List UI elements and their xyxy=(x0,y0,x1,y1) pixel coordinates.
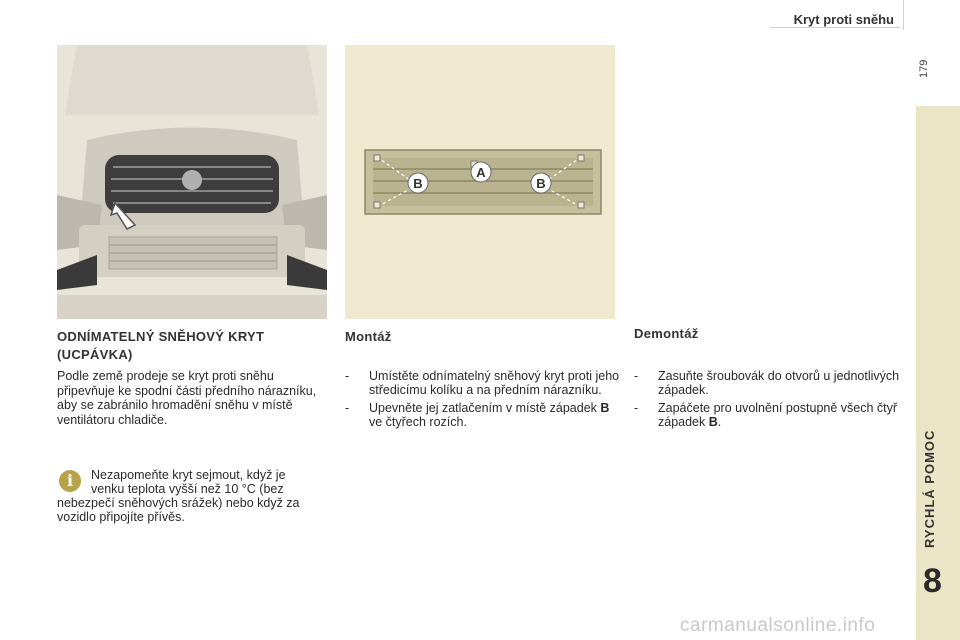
demontaz-step-2-bold: B xyxy=(708,415,718,429)
intro-paragraph: Podle země prodeje se kryt proti sněhu připevňuje ke spodní části předního nárazníku, aby se zabránilo hromadění sněhu v místě ventilátoru chladiče. xyxy=(57,369,317,427)
list-dash: - xyxy=(345,369,350,383)
heading-line-2: (UCPÁVKA) xyxy=(57,347,133,362)
chapter-side-tab xyxy=(916,106,960,640)
list-dash: - xyxy=(345,401,350,415)
page-number: 179 xyxy=(918,59,930,78)
chapter-number: 8 xyxy=(923,562,942,600)
snow-cover-illustration xyxy=(345,45,615,319)
demontaz-step-2-text: Zapáčete pro uvolnění postupně všech čtyř západek xyxy=(658,401,898,429)
montaz-heading: Montáž xyxy=(345,329,392,344)
snow-cover-diagram xyxy=(345,45,615,319)
label-a: A xyxy=(476,165,486,180)
list-dash: - xyxy=(634,401,639,415)
info-note xyxy=(57,468,319,524)
label-b-left: B xyxy=(413,176,423,191)
list-dash: - xyxy=(634,369,639,383)
info-icon: i xyxy=(59,470,81,492)
site-watermark: carmanualsonline.info xyxy=(680,615,876,636)
section-title: Kryt proti sněhu xyxy=(793,12,894,27)
heading-line-1: ODNÍMATELNÝ SNĚHOVÝ KRYT xyxy=(57,329,265,344)
demontaz-heading: Demontáž xyxy=(634,326,699,341)
vehicle-front-illustration xyxy=(57,45,327,319)
header-rule xyxy=(770,27,900,28)
montaz-step-2-bold: B xyxy=(600,401,610,415)
demontaz-step-2-end: . xyxy=(717,415,722,429)
montaz-steps xyxy=(345,369,620,433)
montaz-step-1: Umístěte odnímatelný sněhový kryt proti jeho středicímu kolíku a na předním nárazníku. xyxy=(369,369,620,397)
label-b-right: B xyxy=(536,176,546,191)
vehicle-front-photo xyxy=(57,45,327,319)
header-vertical-rule xyxy=(903,0,904,30)
section-heading xyxy=(57,328,327,364)
montaz-step-2-text: Upevněte jej zatlačením v místě západek xyxy=(369,401,601,415)
demontaz-step-1: Zasuňte šroubovák do otvorů u jednotlivých západek. xyxy=(658,369,900,397)
list-item xyxy=(634,401,904,429)
chapter-label: RYCHLÁ POMOC xyxy=(922,429,937,548)
list-item xyxy=(345,369,620,397)
demontaz-steps xyxy=(634,369,904,433)
list-item xyxy=(345,401,620,429)
list-item xyxy=(634,369,904,397)
montaz-step-2-end: ve čtyřech rozích. xyxy=(369,415,467,429)
info-note-text: Nezapomeňte kryt sejmout, když je venku teplota vyšší než 10 °C (bez nebezpečí sněhových srážek) nebo když za vozidlo připojíte přívěs. xyxy=(57,468,300,524)
